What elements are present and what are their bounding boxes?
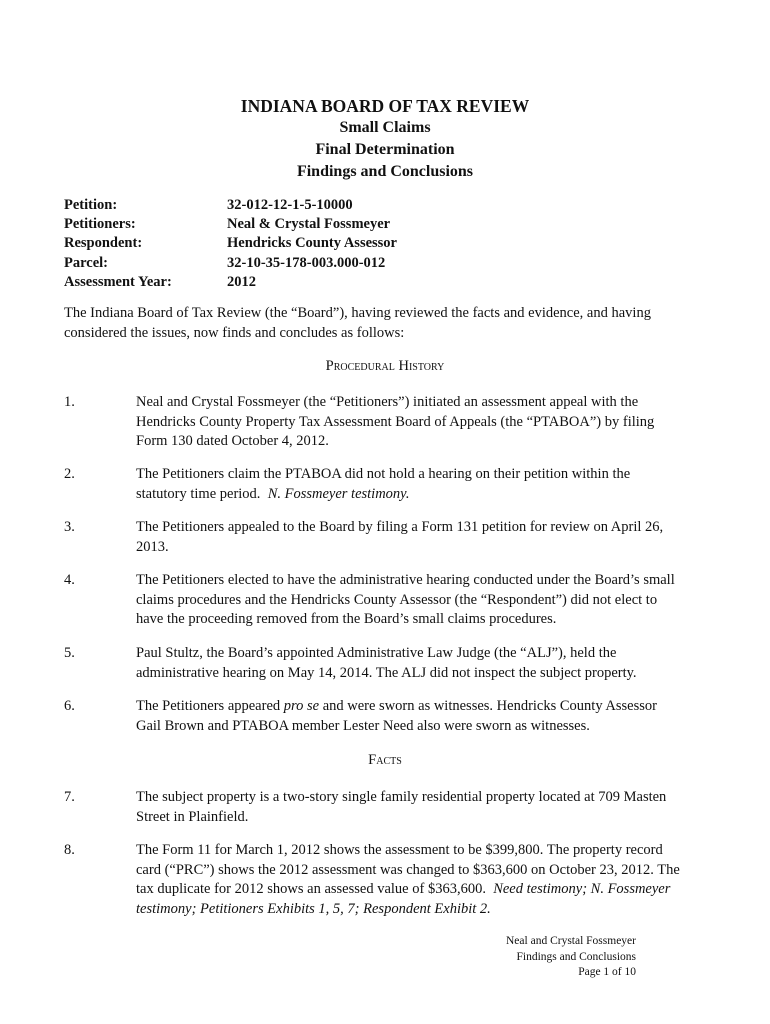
meta-label: Petition: [64, 197, 118, 213]
paragraph-text: Neal and Crystal Fossmeyer (the “Petitioners”) initiated an assessment appeal with the Hendricks County Property Tax Assessment Board of Appeals (the “PTABOA”) by filing Form 130 dated October 4, 2012. [136, 394, 655, 449]
paragraph-1 [64, 393, 684, 452]
meta-value: 32-10-35-178-003.000-012 [227, 254, 386, 271]
meta-row-respondent [64, 234, 397, 253]
meta-row-petitioners [64, 215, 397, 234]
paragraph-number: 5. [64, 645, 75, 661]
paragraph-citation: Need testimony; N. Fossmeyer testimony; Petitioners Exhibits 1, 5, 7; Respondent Exhibit 2. [136, 881, 671, 917]
section-heading-procedural-history: Procedural History [325, 358, 445, 374]
section-heading-facts: Facts [368, 752, 402, 768]
board-title: INDIANA BOARD OF TAX REVIEW [240, 96, 530, 116]
paragraph-text: The Petitioners elected to have the administrative hearing conducted under the Board’s small claims procedures and the Hendricks County Assessor (the “Respondent”) did not elect to have the proceeding removed from the Board’s small claims procedures. [136, 572, 675, 627]
paragraph-text-a: The Petitioners appeared [136, 698, 281, 714]
paragraph-number: 2. [64, 466, 75, 482]
paragraph-number: 4. [64, 572, 75, 588]
footer-document-title: Findings and Conclusions [516, 950, 636, 963]
paragraph-text: The Petitioners appealed to the Board by filing a Form 131 petition for review on April 26, 2013. [136, 519, 664, 555]
paragraph-body [136, 697, 684, 736]
meta-row-petition [64, 196, 397, 215]
paragraph-text: The Form 11 for March 1, 2012 shows the assessment to be $399,800. The property record card (“PRC”) shows the 2012 assessment was changed to $363,600 on October 23, 2012. The tax duplicate for 2012 shows an assessed value of $363,600. [136, 842, 680, 897]
paragraph-number: 7. [64, 789, 75, 805]
meta-row-assessment-year [64, 273, 397, 292]
meta-row-parcel [64, 254, 397, 273]
paragraph-text-b: and were sworn as witnesses. Hendricks County Assessor Gail Brown and PTABOA member Lester Need also were sworn as witnesses. [136, 698, 657, 734]
paragraph-citation: N. Fossmeyer testimony. [267, 485, 410, 502]
paragraph-emphasis: pro se [283, 698, 320, 714]
meta-value: 32-012-12-1-5-10000 [227, 197, 353, 213]
meta-value: Neal & Crystal Fossmeyer [227, 216, 391, 233]
paragraph-2 [64, 465, 684, 504]
page-footer [506, 934, 636, 981]
paragraph-number: 1. [64, 394, 75, 410]
paragraph-text: The subject property is a two-story single family residential property located at 709 Masten Street in Plainfield. [136, 789, 667, 825]
paragraph-6 [64, 697, 684, 736]
paragraph-number: 3. [64, 519, 75, 535]
paragraph-number: 6. [64, 698, 75, 714]
paragraph-3 [64, 518, 684, 557]
header-line-findings: Findings and Conclusions [296, 163, 474, 180]
meta-label: Assessment Year: [64, 273, 172, 290]
intro-paragraph: The Indiana Board of Tax Review (the “Board”), having reviewed the facts and evidence, and having considered the issues, now finds and concludes as follows: [64, 305, 651, 341]
paragraph-8 [64, 841, 684, 919]
paragraph-text: Paul Stultz, the Board’s appointed Administrative Law Judge (the “ALJ”), held the administrative hearing on May 14, 2014. The ALJ did not inspect the subject property. [136, 645, 637, 681]
paragraph-text: The Petitioners claim the PTABOA did not hold a hearing on their petition within the statutory time period. [136, 466, 631, 502]
header-line-final-determination: Final Determination [315, 141, 455, 158]
meta-value: 2012 [227, 273, 256, 290]
paragraph-7 [64, 788, 684, 827]
document-header [0, 95, 770, 183]
paragraph-body [136, 841, 684, 919]
meta-value: Hendricks County Assessor [227, 235, 397, 252]
case-metadata [64, 196, 397, 292]
header-line-small-claims: Small Claims [339, 119, 431, 136]
paragraph-number: 8. [64, 842, 75, 858]
meta-label: Respondent: [64, 235, 143, 252]
footer-page-number: Page 1 of 10 [578, 966, 636, 978]
meta-label: Petitioners: [64, 216, 136, 233]
paragraph-4 [64, 571, 684, 630]
meta-label: Parcel: [64, 254, 109, 271]
paragraph-body [136, 465, 684, 504]
footer-case-name: Neal and Crystal Fossmeyer [506, 935, 636, 947]
paragraph-5 [64, 644, 684, 683]
